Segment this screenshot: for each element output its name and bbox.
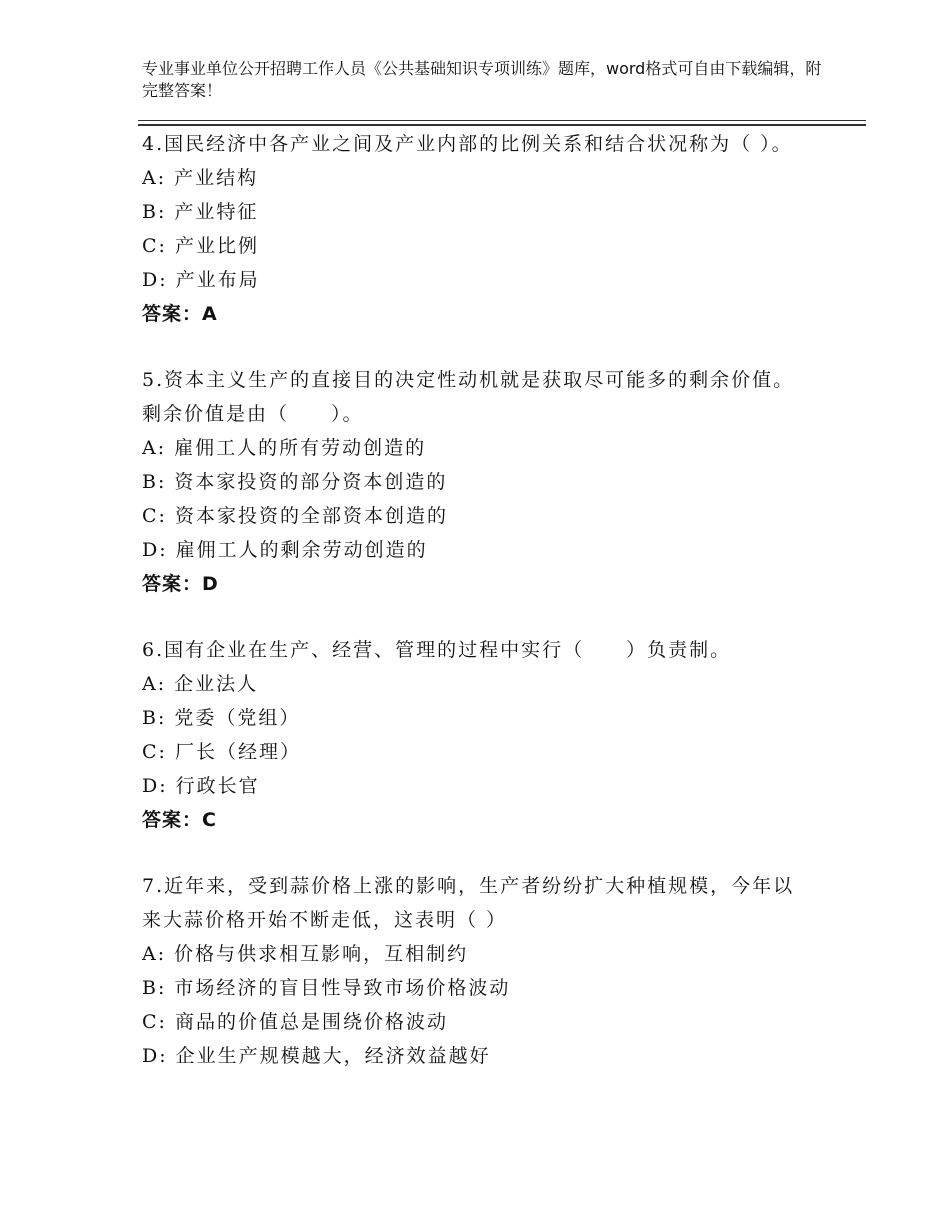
question-7 <box>142 869 802 1073</box>
header-divider-thin <box>138 120 866 121</box>
option-b: B: 党委（党组） <box>142 707 301 729</box>
option-a: A: 企业法人 <box>142 673 259 695</box>
header-text: 专业事业单位公开招聘工作人员《公共基础知识专项训练》题库，word格式可自由下载编辑，附完整答案！ <box>142 59 822 100</box>
question-spacer <box>142 601 802 633</box>
question-stem: 4.国民经济中各产业之间及产业内部的比例关系和结合状况称为（ ）。 <box>142 133 793 155</box>
question-5 <box>142 363 802 601</box>
option-a: A: 价格与供求相互影响，互相制约 <box>142 943 469 965</box>
question-stem: 6.国有企业在生产、经营、管理的过程中实行（ ）负责制。 <box>142 639 732 661</box>
question-spacer <box>142 837 802 869</box>
question-spacer <box>142 331 802 363</box>
question-6 <box>142 633 802 837</box>
answer-line: 答案：C <box>142 809 217 831</box>
option-c: C: 产业比例 <box>142 235 259 257</box>
option-b: B: 产业特征 <box>142 201 259 223</box>
question-stem: 7.近年来，受到蒜价格上涨的影响，生产者纷纷扩大种植规模，今年以来大蒜价格开始不断走低，这表明（ ） <box>142 875 795 931</box>
option-b: B: 市场经济的盲目性导致市场价格波动 <box>142 977 511 999</box>
option-b: B: 资本家投资的部分资本创造的 <box>142 471 448 493</box>
question-4 <box>142 127 802 331</box>
option-a: A: 产业结构 <box>142 167 259 189</box>
option-c: C: 资本家投资的全部资本创造的 <box>142 505 448 527</box>
option-d: D: 产业布局 <box>142 269 260 291</box>
option-c: C: 商品的价值总是围绕价格波动 <box>142 1011 448 1033</box>
option-c: C: 厂长（经理） <box>142 741 301 763</box>
answer-line: 答案：D <box>142 573 219 595</box>
question-list <box>142 127 802 1073</box>
question-stem: 5.资本主义生产的直接目的决定性动机就是获取尽可能多的剩余价值。剩余价值是由（ ）。 <box>142 369 795 425</box>
document-header <box>142 58 822 102</box>
header-divider-thick <box>138 124 866 126</box>
option-d: D: 行政长官 <box>142 775 260 797</box>
option-d: D: 企业生产规模越大，经济效益越好 <box>142 1045 491 1067</box>
option-a: A: 雇佣工人的所有劳动创造的 <box>142 437 427 459</box>
answer-line: 答案：A <box>142 303 218 325</box>
option-d: D: 雇佣工人的剩余劳动创造的 <box>142 539 428 561</box>
